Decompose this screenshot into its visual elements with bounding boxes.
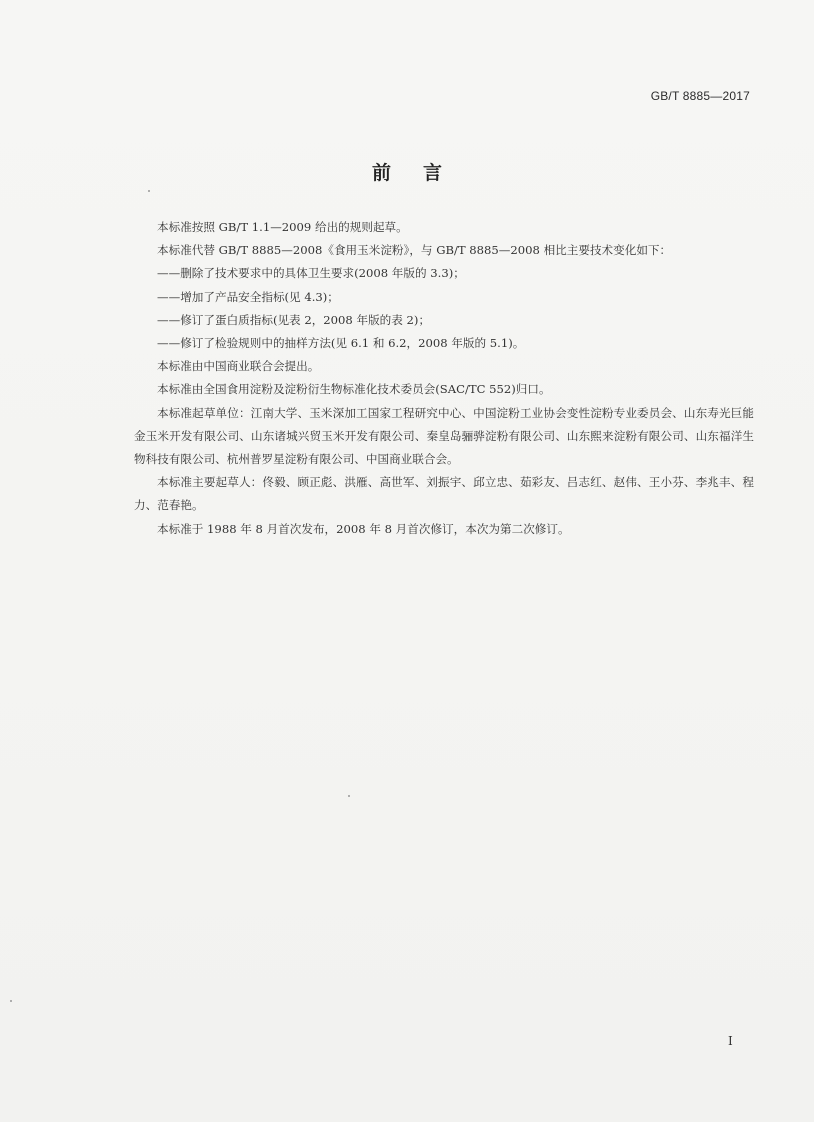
change-item: ——增加了产品安全指标(见 4.3)； (157, 289, 339, 304)
paragraph-replacement: 本标准代替 GB/T 8885—2008《食用玉米淀粉》，与 GB/T 8885—2008 相比主要技术变化如下： (157, 243, 672, 258)
paragraph-proposer: 本标准由中国商业联合会提出。 (157, 359, 320, 374)
paragraph-drafting-units: 本标准起草单位：江南大学、玉米深加工国家工程研究中心、中国淀粉工业协会变性淀粉专业委员会、山东寿光巨能金玉米开发有限公司、山东诸城兴贸玉米开发有限公司、秦皇岛骊骅淀粉有限公司、山东熙来淀粉有限公司、山东福洋生物科技有限公司、杭州普罗星淀粉有限公司、中国商业联合会。 (134, 405, 754, 467)
scan-speck (148, 190, 150, 192)
paragraph-drafting-rules: 本标准按照 GB/T 1.1—2009 给出的规则起草。 (157, 220, 408, 234)
document-id: GB/T 8885—2017 (650, 89, 750, 103)
paragraph-history: 本标准于 1988 年 8 月首次发布，2008 年 8 月首次修订，本次为第二次修订。 (157, 521, 570, 536)
change-item: ——修订了蛋白质指标(见表 2，2008 年版的表 2)； (157, 312, 431, 327)
document-body (134, 216, 754, 541)
change-item: ——删除了技术要求中的具体卫生要求(2008 年版的 3.3)； (157, 266, 465, 281)
scan-speck (348, 795, 350, 797)
paragraph-committee: 本标准由全国食用淀粉及淀粉衍生物标准化技术委员会(SAC/TC 552)归口。 (157, 382, 551, 397)
paragraph-drafters: 本标准主要起草人：佟毅、顾正彪、洪雁、高世军、刘振宇、邱立忠、茹彩友、吕志红、赵伟、王小芬、李兆丰、程力、范春艳。 (134, 475, 754, 513)
page-title: 前言 (371, 162, 474, 184)
scan-speck (10, 1000, 12, 1002)
change-item: ——修订了检验规则中的抽样方法(见 6.1 和 6.2，2008 年版的 5.1)。 (157, 336, 525, 351)
page-number: I (728, 1034, 733, 1048)
